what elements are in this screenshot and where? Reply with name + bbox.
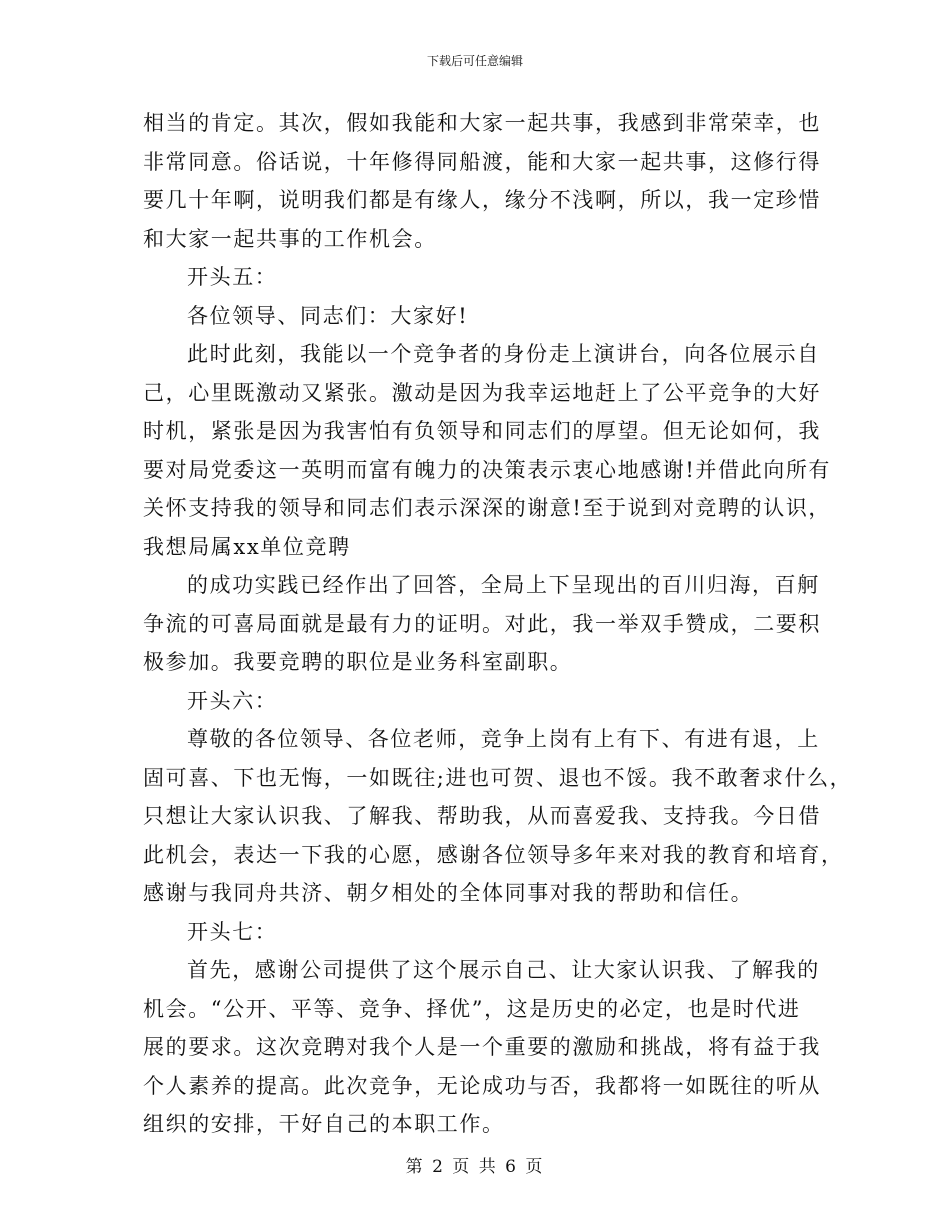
page-footer: 第 2 页 共 6 页 (405, 1157, 545, 1177)
text-line: 时机，紧张是因为我害怕有负领导和同志们的厚望。但无论如何，我 (143, 419, 821, 443)
text-line: 首先，感谢公司提供了这个展示自己、让大家认识我、了解我的 (187, 958, 820, 982)
text-line: 个人素养的提高。此次竞争，无论成功与否，我都将一如既往的听从 (143, 1073, 821, 1098)
text-line: 机会。“公开、平等、竞争、择优”，这是历史的必定，也是时代进 (143, 996, 801, 1021)
text-line: 固可喜、下也无悔，一如既往;进也可贺、退也不馁。我不敢奢求什么， (143, 765, 853, 790)
text-line: 关怀支持我的领导和同志们表示深深的谢意!至于说到对竞聘的认识， (143, 496, 832, 520)
text-line: 感谢与我同舟共济、朝夕相处的全体同事对我的帮助和信任。 (143, 881, 754, 905)
text-line: 只想让大家认识我、了解我、帮助我，从而喜爱我、支持我。今日借 (143, 804, 821, 828)
text-line: 相当的肯定。其次，假如我能和大家一起共事，我感到非常荣幸，也 (143, 111, 821, 135)
text-line: 此机会，表达一下我的心愿，感谢各位领导多年来对我的教育和培育， (143, 842, 844, 867)
text-line: 各位领导、同志们：大家好! (187, 303, 469, 328)
text-line: 己，心里既激动又紧张。激动是因为我幸运地赶上了公平竞争的大好 (143, 380, 821, 405)
page-header: 下载后可任意编辑 (426, 54, 523, 68)
text-line: 和大家一起共事的工作机会。 (143, 226, 437, 251)
text-line: 非常同意。俗话说，十年修得同船渡，能和大家一起共事，这修行得 (143, 149, 821, 174)
text-line: 组织的安排，干好自己的本职工作。 (143, 1112, 505, 1136)
text-line: 的成功实践已经作出了回答，全局上下呈现出的百川归海，百舸 (187, 573, 820, 597)
text-line: 我想局属xx单位竞聘 (143, 534, 351, 559)
text-line: 开头七： (187, 919, 278, 944)
document-body (143, 104, 853, 1144)
text-line: 开头六： (187, 688, 278, 713)
text-line: 开头五： (187, 265, 278, 289)
text-line: 极参加。我要竞聘的职位是业务科室副职。 (143, 650, 573, 674)
text-line: 要几十年啊，说明我们都是有缘人，缘分不浅啊，所以，我一定珍惜 (143, 188, 821, 212)
text-line: 尊敬的各位领导、各位老师，竞争上岗有上有下、有进有退，上 (187, 727, 820, 751)
text-line: 争流的可喜局面就是最有力的证明。对此，我一举双手赞成，二要积 (143, 611, 821, 636)
text-line: 展的要求。这次竞聘对我个人是一个重要的激励和挑战，将有益于我 (143, 1035, 821, 1059)
text-line: 此时此刻，我能以一个竞争者的身份走上演讲台，向各位展示自 (187, 342, 820, 366)
text-line: 要对局党委这一英明而富有魄力的决策表示衷心地感谢!并借此向所有 (143, 457, 832, 482)
